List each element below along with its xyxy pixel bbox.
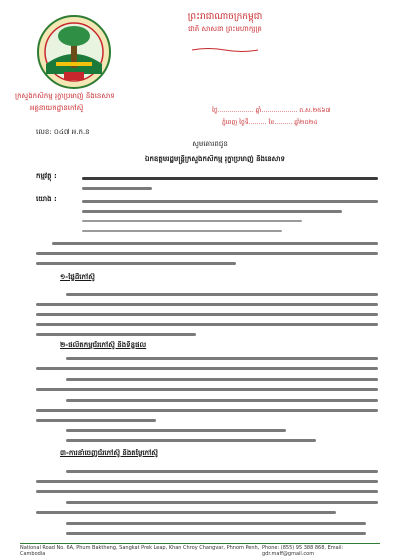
section-1-text-line bbox=[66, 293, 378, 296]
footer-contact: Phone: (855) 95 388 868, Email: gdr.maff@gmail.com bbox=[262, 545, 344, 557]
section-2-text-line bbox=[36, 388, 378, 391]
section-3-text-line bbox=[36, 490, 378, 493]
reference-text-line bbox=[82, 200, 378, 203]
date-line-solar: ភ្នំពេញ ថ្ងៃទី……… ខែ……… ឆ្នាំ២០២៤ bbox=[222, 119, 318, 126]
section-1-heading: ១-ផ្ទៃដីកៅស៊ូ bbox=[60, 273, 95, 281]
reference-text-line bbox=[82, 220, 302, 222]
section-2-text-line bbox=[66, 429, 286, 432]
section-1-text-line bbox=[36, 303, 378, 306]
section-1-text-line bbox=[36, 333, 196, 336]
section-2-heading: ២-ផលិតកម្មជ័រកៅស៊ូ និងទិន្នផល bbox=[60, 341, 147, 349]
intro-text-line bbox=[36, 262, 236, 265]
section-2-text-line bbox=[36, 367, 378, 370]
section-3-heading: ៣-ការនាំចេញជ័រកៅស៊ូ និងតម្លៃកៅស៊ូ bbox=[60, 449, 158, 457]
section-2-text-line bbox=[36, 419, 156, 422]
subject-label: កម្មវត្ថុ : bbox=[36, 172, 57, 180]
reference-text-line bbox=[82, 230, 282, 232]
section-1-text-line bbox=[36, 323, 378, 326]
ministry-logo bbox=[36, 14, 112, 90]
section-2-text-line bbox=[66, 439, 316, 442]
section-2-text-line bbox=[66, 357, 378, 360]
department-name: អគ្គនាយកដ្ឋានកៅស៊ូ bbox=[30, 104, 84, 112]
section-2-text-line bbox=[66, 378, 378, 381]
footer-divider bbox=[20, 543, 380, 544]
reference-text-line bbox=[82, 210, 342, 213]
section-3-text-line bbox=[66, 470, 378, 473]
subject-text-line bbox=[82, 187, 152, 190]
section-2-text-line bbox=[66, 399, 378, 402]
kingdom-line: ព្រះរាជាណាចក្រកម្ពុជា bbox=[187, 12, 263, 22]
footer-address: National Road No. 6A, Phum Baktheng, Sangkat Prek Leap, Khan Chroy Changvar, Phnom Penh, Cambodia bbox=[20, 545, 260, 557]
ministry-name: ក្រសួងកសិកម្ម រុក្ខាប្រមាញ់ និងនេសាទ bbox=[15, 92, 115, 100]
subject-text-line bbox=[82, 177, 378, 180]
reference-label: យោង : bbox=[36, 195, 57, 203]
section-3-text-line bbox=[66, 522, 366, 525]
date-line-lunar: ថ្ងៃ……………… ឆ្នាំ……………… ព.ស.២៥៦៧ bbox=[212, 107, 331, 114]
letter-number: លេខ: ០៤៧ អ.ក.ន bbox=[36, 128, 90, 136]
section-3-text-line bbox=[36, 511, 336, 514]
section-3-text-line bbox=[66, 532, 366, 535]
section-3-text-line bbox=[36, 480, 378, 483]
report-title: សូមគោរពជូន bbox=[192, 140, 228, 148]
section-3-text-line bbox=[66, 501, 378, 504]
motto-line: ជាតិ សាសនា ព្រះមហាក្សត្រ bbox=[188, 25, 262, 33]
intro-text-line bbox=[36, 252, 378, 255]
intro-text-line bbox=[52, 242, 378, 245]
section-2-text-line bbox=[36, 409, 378, 412]
report-subtitle: ឯកឧត្តមរដ្ឋមន្ត្រីក្រសួងកសិកម្ម រុក្ខាប្រមាញ់ និងនេសាទ bbox=[145, 155, 285, 163]
section-1-text-line bbox=[36, 313, 378, 316]
ornament-divider bbox=[190, 38, 260, 44]
